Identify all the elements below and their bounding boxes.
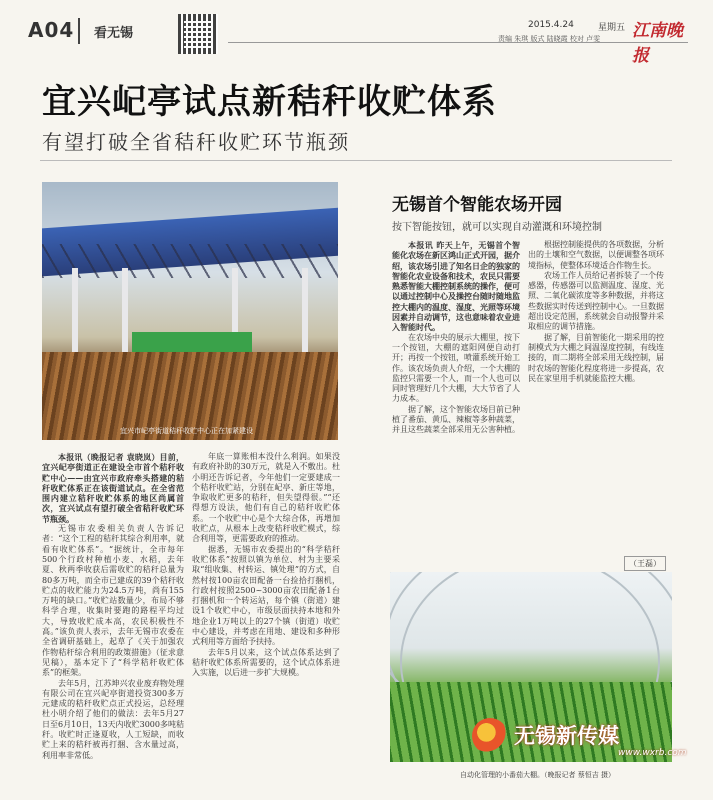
sidebar-column-1 [392, 240, 520, 540]
headline-rule [40, 160, 672, 161]
paragraph: 据悉，无锡市农委提出的“科学秸秆收贮体系”按照以镇为单位、村为主要采取“组收集、村转运、镇处理”的方式，自然村按100亩农田配备一台捡拾打捆机，行政村按照2500~3000亩农田配备1台打捆机和一个转运站，每个镇（街道）建设1个收贮中心，市级层面扶持本地和外地企业1万吨以上的27个镇（街道）收贮中心建设，并考虑在用地、建设和多种形式利用等方面给予扶持。 [192, 544, 340, 647]
headline: 宜兴屺亭试点新秸秆收贮体系 [42, 82, 497, 122]
paragraph: 根据控制能提供的各项数据，分析出的土壤和空气数据，以便调整各项环境指标，使整体环境适合作物生长。 [528, 240, 664, 270]
paper-logo: 江南晚报 [632, 21, 683, 66]
paragraph: 去年5月以来，这个试点体系达到了秸秆收贮体系所需要的，这个试点体系进入实施，以后进一步扩大规模。 [192, 647, 340, 678]
masthead-rule [228, 42, 688, 43]
paragraph: 据了解，目前智能化一期采用的控制模式为大棚之间温湿度控制，有线连接的，而二期将全部采用无线控制，届时农场的智能化程度将进一步提高，农民在家里用手机就能监控大棚。 [528, 332, 664, 383]
greenhouse-photo-caption: 自动化管理的小番茄大棚。（晚报记者 蔡恒吉 摄） [460, 771, 615, 779]
paragraph: 据了解，这个智能农场目前已种植了番茄、黄瓜、辣椒等多种蔬菜，并且这些蔬菜全部采用无公害种植。 [392, 404, 520, 435]
masthead [28, 14, 688, 66]
watermark-logo-icon [472, 718, 508, 754]
paragraph: 本报讯（晚报记者 袁晓岚）目前，宜兴屺亭街道正在建设全市首个秸秆收贮中心——由宜兴市政府牵头搭建的秸秆收贮体系正在该街道试点。在全省范围内建立秸秆收贮体系的地区尚属首次，宜兴试点有望打破全省秸秆收贮环节瓶颈。 [42, 452, 184, 524]
subheadline: 有望打破全省秸秆收贮环节瓶颈 [42, 130, 350, 154]
paragraph: 无锡市农委相关负责人告诉记者：“这个工程的秸秆其综合利用率，就看有收贮体系”。“据统计，全市每年500个行政村种植小麦、水稻，去年夏、秋两季收获后需收贮的秸秆总量为80多万吨，而全市已建成的39个秸秆收贮点的收贮能力为24.5万吨，尚有155万吨的缺口。”收贮站数量少，布局不够科学合理，收集时要跑的路程平均过大，导致收贮成本高，农民积极性不高。”该负责人表示，去年无锡市农委在全省调研基础上，起草了《关于加强农作物秸秆综合利用的政策措施》（征求意见稿），基本定下了“科学秸秆收贮体系”的框架。 [42, 524, 184, 678]
watermark-url: www.wxrb.com [618, 748, 687, 758]
issue-date: 2015.4.24 [528, 20, 574, 30]
section-name: 看无锡 [94, 26, 134, 41]
paragraph: 农场工作人员给记者拆装了一个传感器，传感器可以监测温度、湿度、光照、二氧化碳浓度等多种数据，并将这些数据实时传送到控制中心。一旦数据超出设定范围，系统就会自动报警并采取相应的调节措施。 [528, 270, 664, 332]
sidebar-column-2 [528, 240, 664, 540]
main-photo-caption: 宜兴市屺亭街道秸秆收贮中心正在加紧建设 [120, 427, 253, 435]
editor-credits: 责编 朱琪 版式 陆晓霞 校对 卢雯 [498, 35, 601, 43]
main-story-column-2 [192, 452, 340, 788]
paragraph: 年底一算账相本没什么利润。如果没有政府补助的30万元，就是入不敷出。杜小明还告诉记者，今年他们一定要建成一个秸秆收贮站，分别在屺亭、新庄等地，争取收贮更多的秸秆，但失望得很。”“还得想方设法，他们有自己的秸秆收贮体系。一个收贮中心是个大综合体，再增加收贮点，从根本上改变秸秆收贮模式，综合利用等，更需要政府的推动。 [192, 452, 340, 544]
watermark-text: 无锡新传媒 [514, 724, 619, 748]
paragraph: 去年5月，江苏坤兴农业废弃物处理有限公司在宜兴屺亭街道投资300多万元建成的秸秆收贮点正式投运，总经理杜小明介绍了他们的做法：去年5月27日至6月10日，13天内收贮3000多吨秸秆。收贮时正逢夏收，人工短缺，而收贮上来的秸秆被再打捆、含水量过高，利用率非常低。 [42, 678, 184, 760]
paragraph: 本报讯 昨天上午，无锡首个智能化农场在新区鸿山正式开园，据介绍，该农场引进了知名日企的独家的智能化农业设备和技术，农民只需要熟悉智能大棚控制系统的操作，便可以通过控制中心及操控台随时随地监控大棚内的温度、湿度、光照等环境因素并自动调节，这也意味着农业进入智能时代。 [392, 240, 520, 333]
issue-weekday: 星期五 [598, 23, 626, 33]
main-story-column-1 [42, 452, 184, 788]
qr-code-icon [178, 14, 218, 54]
paragraph: 在农场中央的展示大棚里，按下一个按钮，大棚的遮阳网便自动打开；再按一个按钮，喷灌系统开始工作。该农场负责人介绍，一个大棚的监控只需要一个人，而一个人也可以同时管理好几个大棚，大大节省了人力成本。 [392, 332, 520, 404]
sidebar-title: 无锡首个智能农场开园 [392, 195, 562, 215]
straw-storage-photo [42, 182, 338, 440]
sidebar-subtitle: 按下智能按钮，就可以实现自动灌溉和环境控制 [392, 222, 602, 233]
sidebar-byline: （王磊） [624, 556, 666, 571]
shed-truss [42, 244, 338, 278]
page-number: A04 [28, 18, 75, 42]
site-watermark [468, 712, 688, 772]
